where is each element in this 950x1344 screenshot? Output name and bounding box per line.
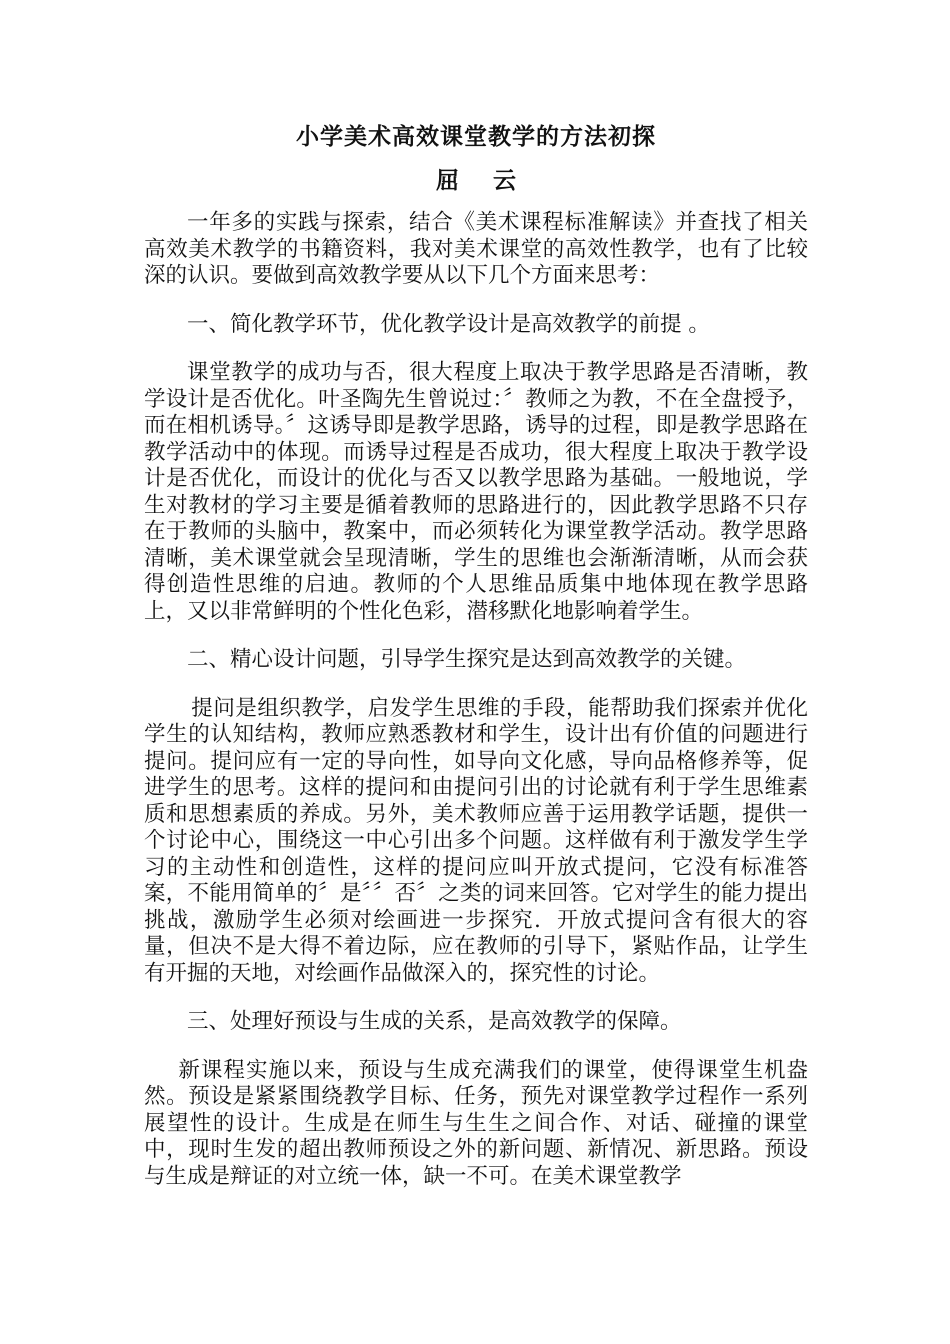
intro-paragraph: 一年多的实践与探索，结合《美术课程标准解读》并查找了相关高效美术教学的书籍资料，我对美术课堂的高效性教学，也有了比较深的认识。要做到高效教学要从以下几个方面来思考： (144, 210, 808, 288)
document-body (144, 120, 808, 1190)
section-1-paragraph: 课堂教学的成功与否，很大程度上取决于教学思路是否清晰，教学设计是否优化。叶圣陶先生曾说过：〞教师之为教，不在全盘授予，而在相机诱导。〞这诱导即是教学思路，诱导的过程，即是教学思路在教学活动中的体现。而诱导过程是否成功，很大程度上取决于教学设计是否优化，而设计的优化与否又以教学思路为基础。一般地说，学生对教材的学习主要是循着教师的思路进行的，因此教学思路不只存在于教师的头脑中，教案中，而必须转化为课堂教学活动。教学思路清晰，美术课堂就会呈现清晰，学生的思维也会渐渐清晰，从而会获得创造性思维的启迪。教师的个人思维品质集中地体现在教学思路上，又以非常鲜明的个性化色彩，潜移默化地影响着学生。 (144, 360, 808, 624)
section-3-paragraph: 新课程实施以来，预设与生成充满我们的课堂，使得课堂生机盎然。预设是紧紧围绕教学目标、任务，预先对课堂教学过程作一系列展望性的设计。生成是在师生与生生之间合作、对话、碰撞的课堂中，现时生发的超出教师预设之外的新问题、新情况、新思路。预设与生成是辩证的对立统一体，缺一不可。在美术课堂教学 (144, 1057, 808, 1189)
section-2-heading: 二、精心设计问题，引导学生探究是达到高效教学的关键。 (187, 647, 747, 672)
section-2-paragraph: 提问是组织教学，启发学生思维的手段，能帮助我们探索并优化学生的认知结构，教师应熟悉教材和学生，设计出有价值的问题进行提问。提问应有一定的导向性，如导向文化感，导向品格修养等，促进学生的思考。这样的提问和由提问引出的讨论就有利于学生思维素质和思想素质的养成。另外，美术教师应善于运用教学话题，提供一个讨论中心，围绕这一中心引出多个问题。这样做有利于激发学生学习的主动性和创造性，这样的提问应叫开放式提问，它没有标准答案，不能用简单的〞是〞〞否〞之类的词来回答。它对学生的能力提出挑战，激励学生必须对绘画进一步探究．开放式提问含有很大的容量，但决不是大得不着边际，应在教师的引导下，紧贴作品，让学生有开掘的天地，对绘画作品做深入的，探究性的讨论。 (144, 695, 808, 986)
document-title: 小学美术高效课堂教学的方法初探 (296, 123, 656, 150)
document-author: 屈云 (436, 167, 550, 194)
section-3-heading: 三、处理好预设与生成的关系，是高效教学的保障。 (187, 1009, 682, 1034)
section-1-heading: 一、简化教学环节，优化教学设计是高效教学的前提 。 (187, 311, 710, 337)
